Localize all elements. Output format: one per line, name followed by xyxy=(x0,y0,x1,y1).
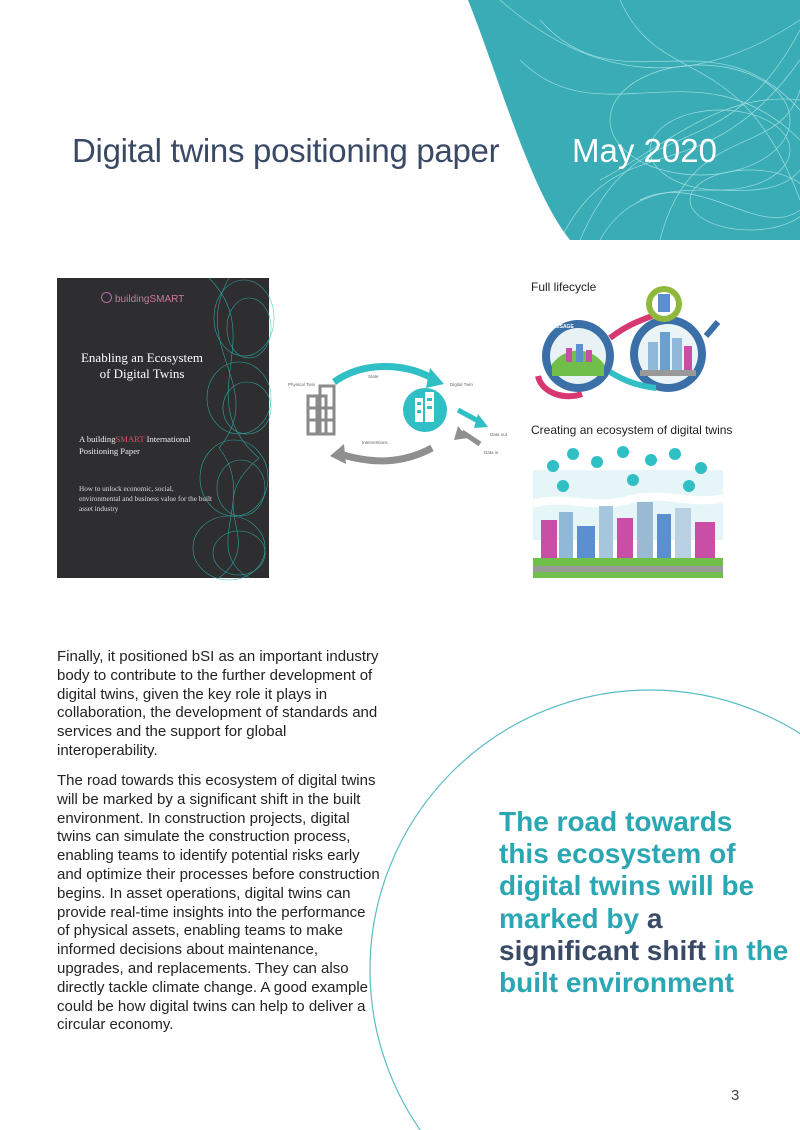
label-state: State xyxy=(368,374,379,379)
body-paragraph-2: The road towards this ecosystem of digital twins will be marked by a significant shift in the built environment. In construction projects, digital twins can simulate the construction process, enabling teams to identify potential risks early and optimize their processes before construction begins. In asset operations, digital twins can provide real-time insights into the performance of physical assets, enabling teams to make informed decisions about maintenance, upgrades, and replacements. They can also directly tackle climate change. A good example could be how digital twins can help to deliver a circular economy. xyxy=(57,772,380,1034)
label-physical-twin: Physical Twin xyxy=(288,382,316,387)
lifecycle-illustration xyxy=(536,276,726,410)
data-out-arrowhead-icon xyxy=(474,414,488,428)
physical-building-icon xyxy=(308,386,334,434)
cover-title: Enabling an Ecosystem of Digital Twins xyxy=(80,350,204,381)
document-date: May 2020 xyxy=(572,132,717,169)
cover-logo: buildingSMART xyxy=(101,292,184,305)
page-number: 3 xyxy=(731,1087,740,1104)
ecosystem-illustration xyxy=(533,440,723,578)
interventions-arrowhead-icon xyxy=(330,444,346,464)
label-data-out: Data out xyxy=(490,432,508,437)
cover-description: How to unlock economic, social, environmental and business value for the built asset industry xyxy=(79,485,212,513)
positioning-paper-cover xyxy=(57,278,269,578)
header-decorative-graphic xyxy=(0,0,800,240)
lifecycle-stage-operation: OPERATION xyxy=(648,394,678,400)
label-interventions: Interventions xyxy=(362,440,388,445)
buildingsmart-logo-icon xyxy=(101,292,112,303)
lifecycle-stage-usage: USAGE xyxy=(556,324,574,330)
state-arrowhead-icon xyxy=(426,368,444,388)
pull-quote: The road towards this ecosystem of digital twins will be marked by a significant shift in the built environment xyxy=(499,806,789,999)
cover-swirl-graphic xyxy=(179,278,269,578)
label-data-in: Data in xyxy=(484,450,499,455)
lifecycle-caption: Full lifecycle xyxy=(531,280,597,294)
body-paragraph-1: Finally, it positioned bSI as an important industry body to contribute to the further development of digital twins, given the key role it plays in collaboration, the development of standards and services and the support for global interoperability. xyxy=(57,648,379,759)
interventions-arrow xyxy=(340,448,432,461)
document-title: Digital twins positioning paper xyxy=(72,132,500,169)
cover-subtitle: A buildingSMART International Positioning Paper xyxy=(79,434,191,456)
ecosystem-caption: Creating an ecosystem of digital twins xyxy=(531,423,733,437)
twin-cycle-diagram xyxy=(282,360,508,470)
label-digital-twin: Digital Twin xyxy=(450,382,473,387)
state-arrow xyxy=(334,366,432,382)
